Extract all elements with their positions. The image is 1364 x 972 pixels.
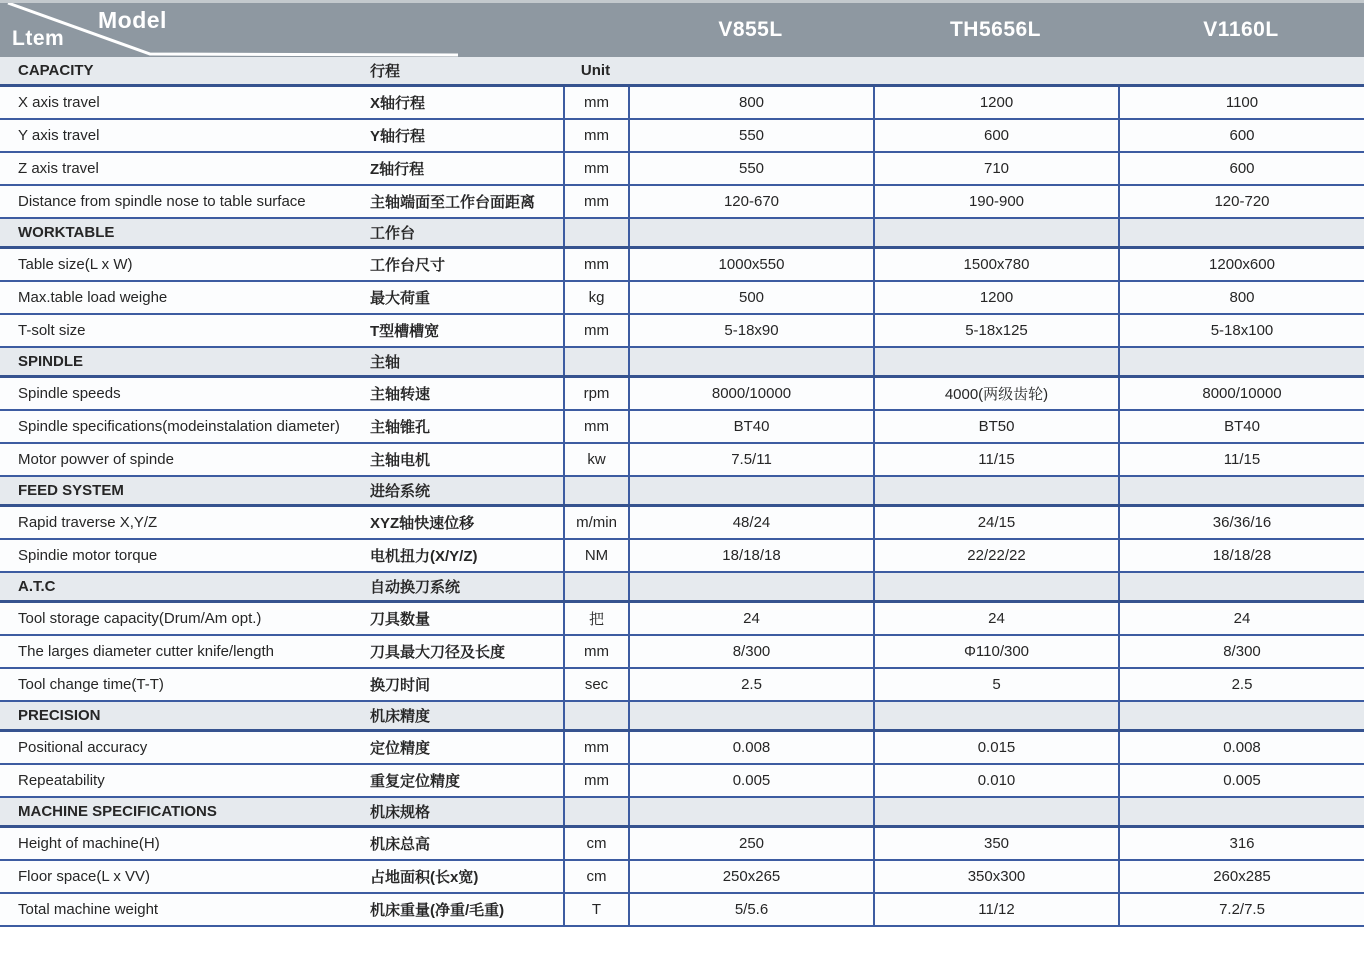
spec-value: 1200x600 [1118,249,1364,280]
spec-name-cn: 占地面积(长x宽) [370,869,479,886]
model-column-header: V1160L [1203,18,1279,41]
section-empty-cell [873,219,1118,246]
spec-row [0,636,1364,669]
spec-name-en: Table size(L x W) [18,256,133,273]
spec-unit: mm [563,120,628,151]
spec-row [0,828,1364,861]
spec-unit: cm [563,861,628,892]
spec-name-cn: Y轴行程 [370,128,426,145]
section-header-row [0,57,1364,87]
spec-value: BT40 [628,411,873,442]
spec-value: 0.008 [628,732,873,763]
spec-value: 600 [873,120,1118,151]
section-header-row [0,702,1364,732]
spec-name-en: Positional accuracy [18,739,148,756]
spec-value: 316 [1118,828,1364,859]
spec-name-en: Rapid traverse X,Y/Z [18,514,158,531]
section-empty-cell [873,57,1118,84]
spec-value: Φ110/300 [873,636,1118,667]
spec-value: 350 [873,828,1118,859]
model-column-header: TH5656L [949,18,1042,41]
spec-name-en: X axis travel [18,94,100,111]
spec-unit: mm [563,636,628,667]
spec-value: 600 [1118,120,1364,151]
spec-value: 0.008 [1118,732,1364,763]
spec-value: 24 [628,603,873,634]
spec-name-en: T-solt size [18,322,86,339]
spec-value: 8000/10000 [628,378,873,409]
section-empty-cell [628,573,873,600]
section-header-row [0,573,1364,603]
section-empty-cell [628,219,873,246]
section-empty-cell [873,702,1118,729]
spec-unit: 把 [563,603,628,634]
spec-table-body [0,57,1364,927]
spec-value: 800 [628,87,873,118]
section-title-cn: 行程 [370,63,401,80]
section-unit-cell [563,348,628,375]
corner-label-model: Model [98,7,167,33]
section-title-en: SPINDLE [18,353,84,370]
spec-value: 1500x780 [873,249,1118,280]
spec-value: 18/18/18 [628,540,873,571]
section-empty-cell [628,477,873,504]
section-title-cn: 自动换刀系统 [370,579,461,596]
spec-name-en: Z axis travel [18,160,99,177]
spec-value: 36/36/16 [1118,507,1364,538]
spec-value: 800 [1118,282,1364,313]
section-empty-cell [1118,798,1364,825]
spec-value: 1200 [873,87,1118,118]
section-empty-cell [628,57,873,84]
section-empty-cell [628,702,873,729]
spec-name-en: Height of machine(H) [18,835,160,852]
spec-value: 1000x550 [628,249,873,280]
spec-value: 0.005 [628,765,873,796]
spec-value: 120-670 [628,186,873,217]
spec-value: 710 [873,153,1118,184]
spec-value: 11/12 [873,894,1118,925]
spec-name-cn: 主轴转速 [370,386,431,403]
spec-value: 24/15 [873,507,1118,538]
section-title-en: WORKTABLE [18,224,115,241]
spec-unit: mm [563,315,628,346]
spec-row [0,249,1364,282]
section-empty-cell [1118,573,1364,600]
spec-row [0,765,1364,798]
spec-value: 8/300 [628,636,873,667]
section-unit-cell [563,219,628,246]
spec-value: 550 [628,120,873,151]
spec-value: 1200 [873,282,1118,313]
spec-value: 5-18x125 [873,315,1118,346]
spec-value: 48/24 [628,507,873,538]
spec-name-cn: XYZ轴快速位移 [370,515,475,532]
spec-row [0,894,1364,927]
spec-row [0,315,1364,348]
spec-value: 350x300 [873,861,1118,892]
corner-label-item: Ltem [12,27,65,50]
section-title-en: PRECISION [18,707,101,724]
spec-value: 550 [628,153,873,184]
section-empty-cell [1118,348,1364,375]
spec-row [0,120,1364,153]
spec-unit: mm [563,411,628,442]
section-title-cn: 进给系统 [370,483,431,500]
spec-value: 0.005 [1118,765,1364,796]
spec-unit: sec [563,669,628,700]
spec-value: 8000/10000 [1118,378,1364,409]
spec-unit: mm [563,87,628,118]
spec-row [0,732,1364,765]
spec-value: 7.5/11 [628,444,873,475]
section-header-row [0,798,1364,828]
section-header-row [0,219,1364,249]
section-empty-cell [873,348,1118,375]
spec-name-en: Y axis travel [18,127,100,144]
section-unit-cell [563,798,628,825]
spec-row [0,861,1364,894]
spec-name-en: Motor powver of spinde [18,451,174,468]
section-title-en: MACHINE SPECIFICATIONS [18,803,217,820]
spec-name-en: Distance from spindle nose to table surface [18,193,306,210]
spec-value: 1100 [1118,87,1364,118]
spec-value: 5-18x100 [1118,315,1364,346]
header-spacer-cn [370,3,563,57]
section-header-row [0,477,1364,507]
model-column-header: V855L [718,18,783,41]
spec-name-cn: T型槽槽宽 [370,323,440,340]
spec-name-en: Max.table load weighe [18,289,168,306]
section-title-cn: 机床精度 [370,708,431,725]
spec-name-cn: 工作台尺寸 [370,257,446,274]
spec-row [0,186,1364,219]
spec-name-cn: X轴行程 [370,95,426,112]
section-empty-cell [628,348,873,375]
section-empty-cell [873,798,1118,825]
section-empty-cell [873,573,1118,600]
spec-value: 11/15 [1118,444,1364,475]
spec-name-cn: 机床总高 [370,836,431,853]
section-unit-cell: Unit [580,62,611,79]
section-title-cn: 主轴 [370,354,401,371]
section-empty-cell [873,477,1118,504]
spec-value: 24 [1118,603,1364,634]
spec-row [0,540,1364,573]
section-unit-cell [563,477,628,504]
spec-unit: mm [563,765,628,796]
spec-name-en: Spindle specifications(modeinstalation diameter) [18,418,340,435]
spec-unit: T [563,894,628,925]
spec-unit: kg [563,282,628,313]
section-title-en: A.T.C [18,578,56,595]
spec-unit: NM [563,540,628,571]
section-title-cn: 机床规格 [370,804,431,821]
spec-row [0,603,1364,636]
spec-name-en: Tool storage capacity(Drum/Am opt.) [18,610,262,627]
spec-value: 0.010 [873,765,1118,796]
spec-name-en: Spindle speeds [18,385,121,402]
section-empty-cell [1118,702,1364,729]
spec-unit: rpm [563,378,628,409]
spec-name-cn: 定位精度 [370,740,431,757]
spec-name-en: Total machine weight [18,901,159,918]
spec-name-cn: 主轴电机 [370,452,431,469]
spec-value: 24 [873,603,1118,634]
section-empty-cell [1118,477,1364,504]
spec-row [0,444,1364,477]
spec-unit: kw [563,444,628,475]
spec-unit: cm [563,828,628,859]
spec-unit: mm [563,732,628,763]
spec-name-cn: 最大荷重 [370,290,431,307]
spec-value: 11/15 [873,444,1118,475]
section-title-en: CAPACITY [18,62,94,79]
spec-value: 5/5.6 [628,894,873,925]
spec-name-cn: 机床重量(净重/毛重) [370,902,505,919]
spec-unit: mm [563,249,628,280]
spec-name-cn: 重复定位精度 [370,773,461,790]
spec-row [0,669,1364,702]
section-unit-cell [563,573,628,600]
spec-value: 120-720 [1118,186,1364,217]
section-empty-cell [1118,57,1364,84]
spec-name-en: The larges diameter cutter knife/length [18,643,274,660]
spec-value: BT40 [1118,411,1364,442]
section-empty-cell [628,798,873,825]
spec-value: 250x265 [628,861,873,892]
spec-unit: m/min [563,507,628,538]
spec-value: 5-18x90 [628,315,873,346]
spec-value: BT50 [873,411,1118,442]
section-title-en: FEED SYSTEM [18,482,124,499]
header-spacer-unit [563,3,628,57]
spec-row [0,378,1364,411]
spec-value: 500 [628,282,873,313]
section-header-row [0,348,1364,378]
spec-name-cn: 换刀时间 [370,677,431,694]
spec-name-en: Floor space(L x VV) [18,868,150,885]
spec-name-en: Repeatability [18,772,105,789]
spec-row [0,282,1364,315]
spec-unit: mm [563,153,628,184]
spec-value: 5 [873,669,1118,700]
spec-name-cn: 电机扭力(X/Y/Z) [370,548,478,565]
spec-name-cn: 刀具数量 [370,611,431,628]
spec-name-en: Spindie motor torque [18,547,158,564]
spec-name-cn: 主轴端面至工作台面距离 [370,194,536,211]
spec-value: 7.2/7.5 [1118,894,1364,925]
spec-row [0,507,1364,540]
spec-row [0,153,1364,186]
section-empty-cell [1118,219,1364,246]
spec-value: 600 [1118,153,1364,184]
spec-value: 250 [628,828,873,859]
spec-name-cn: 主轴锥孔 [370,419,431,436]
spec-value: 4000(两级齿轮) [873,378,1118,409]
section-unit-cell [563,702,628,729]
spec-row [0,87,1364,120]
spec-value: 22/22/22 [873,540,1118,571]
spec-value: 2.5 [1118,669,1364,700]
spec-value: 260x285 [1118,861,1364,892]
spec-value: 190-900 [873,186,1118,217]
spec-name-cn: 刀具最大刀径及长度 [370,644,506,661]
spec-value: 2.5 [628,669,873,700]
spec-name-en: Tool change time(T-T) [18,676,164,693]
table-header-row [0,3,1364,57]
spec-value: 0.015 [873,732,1118,763]
spec-name-cn: Z轴行程 [370,161,425,178]
section-title-cn: 工作台 [370,225,416,242]
spec-unit: mm [563,186,628,217]
spec-value: 8/300 [1118,636,1364,667]
spec-row [0,411,1364,444]
spec-value: 18/18/28 [1118,540,1364,571]
